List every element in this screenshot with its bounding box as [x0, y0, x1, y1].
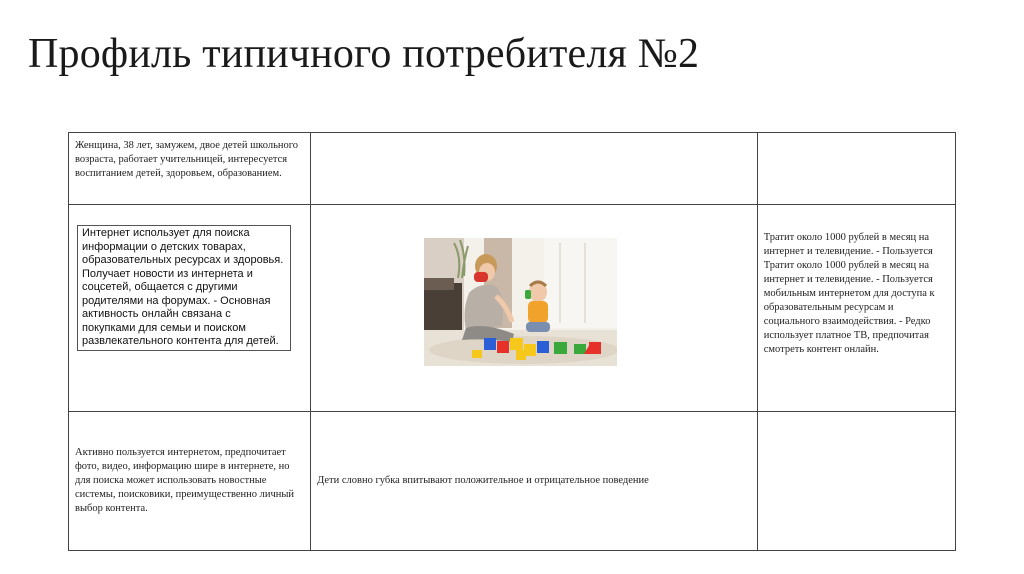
table-row: [69, 412, 956, 551]
cell-empty: [311, 133, 758, 205]
consumer-profile-table: [68, 132, 956, 551]
cell-internet-usage: [69, 205, 311, 412]
cell-media-preferences: Активно пользуется интернетом, предпочитает фото, видео, информацию шире в интернете, но для поиска может использовать новостные системы, поисковики, преимущественно личный выбор контента.: [69, 412, 311, 551]
photo-illustration: [424, 238, 617, 366]
cell-photo: [311, 205, 758, 412]
cell-insight: Дети словно губка впитывают положительное и отрицательное поведение: [311, 412, 758, 551]
cell-empty: [757, 412, 955, 551]
internet-usage-textbox: Интернет использует для поиска информации о детских товарах, образовательных ресурсах и здоровья. Получает новости из интернета и соцсетей, общается с другими родителями на форумах. - Основная активность онлайн связана с покупками для семьи и поиском развлекательного контента для детей.: [77, 225, 291, 351]
cell-empty: [757, 133, 955, 205]
cell-spending: Тратит около 1000 рублей в месяц на интернет и телевидение. - Пользуется Тратит около 1000 рублей в месяц на интернет и телевидение. - Пользуется мобильным интернетом для доступа к образовательным ресурсам и социального взаимодействия. - Редко использует платное ТВ, предпочитая смотреть контент онлайн.: [757, 205, 955, 412]
mother-child-photo: [424, 238, 617, 366]
table-row: [69, 205, 956, 412]
slide-title: Профиль типичного потребителя №2: [28, 31, 700, 77]
table-row: [69, 133, 956, 205]
cell-demographics: Женщина, 38 лет, замужем, двое детей школьного возраста, работает учительницей, интересуется воспитанием детей, здоровьем, образованием.: [69, 133, 311, 205]
